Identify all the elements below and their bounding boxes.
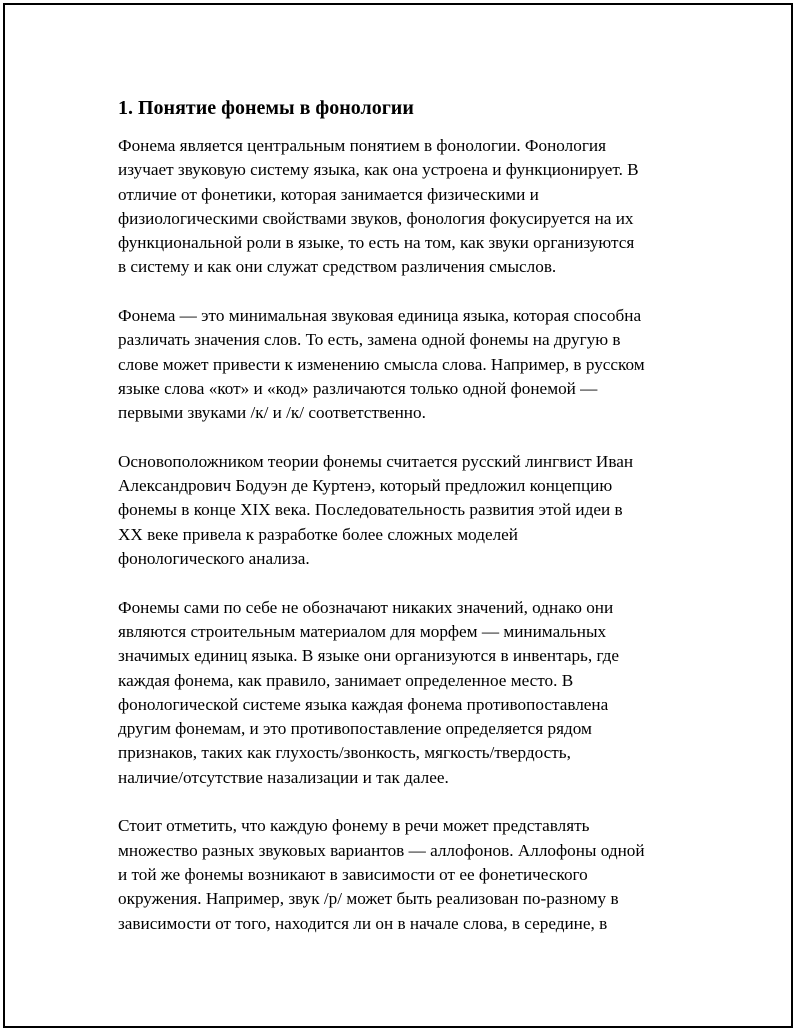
section-heading: 1. Понятие фонемы в фонологии	[118, 97, 414, 119]
text-line: функциональной роли в языке, то есть на том, как звуки организуются	[118, 233, 635, 253]
text-line: фонемы в конце XIX века. Последовательность развития этой идеи в	[118, 500, 623, 520]
text-line: фонологического анализа.	[118, 549, 310, 569]
paragraph-1	[118, 134, 686, 280]
text-line: Фонемы сами по себе не обозначают никаких значений, однако они	[118, 597, 614, 617]
text-line: в систему и как они служат средством различения смыслов.	[118, 257, 557, 277]
text-line: XX веке привела к разработке более сложных моделей	[118, 524, 518, 544]
text-line: физиологическими свойствами звуков, фонология фокусируется на их	[118, 208, 634, 228]
document-body	[118, 96, 686, 960]
text-line: зависимости от того, находится ли он в начале слова, в середине, в	[118, 913, 608, 933]
text-line: наличие/отсутствие назализации и так далее.	[118, 767, 449, 787]
text-line: являются строительным материалом для морфем — минимальных	[118, 621, 607, 641]
paragraph-2	[118, 304, 686, 425]
text-line: отличие от фонетики, которая занимается физическими и	[118, 184, 539, 204]
text-line: Александрович Бодуэн де Куртенэ, который предложил концепцию	[118, 476, 613, 496]
text-line: Основоположником теории фонемы считается русский лингвист Иван	[118, 451, 634, 471]
text-line: каждая фонема, как правило, занимает определенное место. В	[118, 670, 574, 690]
text-line: Стоит отметить, что каждую фонему в речи может представлять	[118, 816, 590, 836]
text-line: фонологической системе языка каждая фонема противопоставлена	[118, 694, 609, 714]
text-line: окружения. Например, звук /р/ может быть реализован по-разному в	[118, 889, 619, 909]
text-line: признаков, таких как глухость/звонкость, мягкость/твердость,	[118, 743, 571, 763]
text-line: другим фонемам, и это противопоставление определяется рядом	[118, 719, 592, 739]
text-line: и той же фонемы возникают в зависимости от ее фонетического	[118, 864, 588, 884]
text-line: первыми звуками /к/ и /к/ соответственно.	[118, 403, 426, 423]
paragraph-4	[118, 596, 686, 790]
text-line: слове может привести к изменению смысла слова. Например, в русском	[118, 354, 645, 374]
text-line: Фонема является центральным понятием в фонологии. Фонология	[118, 136, 606, 155]
paragraph-5	[118, 814, 686, 935]
text-line: различать значения слов. То есть, замена одной фонемы на другую в	[118, 330, 621, 350]
text-line: значимых единиц языка. В языке они организуются в инвентарь, где	[118, 646, 620, 666]
text-line: изучает звуковую систему языка, как она устроена и функционирует. В	[118, 160, 639, 180]
paragraph-3	[118, 450, 686, 571]
text-line: множество разных звуковых вариантов — аллофонов. Аллофоны одной	[118, 840, 645, 860]
text-line: Фонема — это минимальная звуковая единица языка, которая способна	[118, 306, 642, 326]
text-line: языке слова «кот» и «код» различаются только одной фонемой —	[118, 378, 598, 398]
